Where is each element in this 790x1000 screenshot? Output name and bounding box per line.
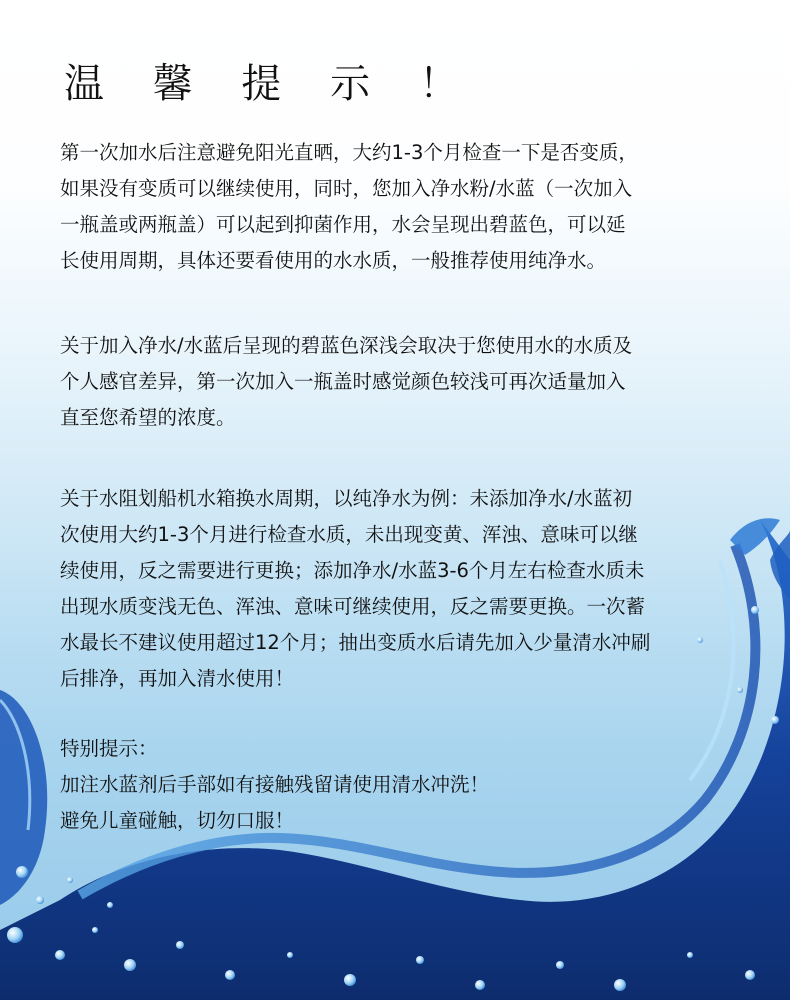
paragraph-special-notice: 特别提示： 加注水蓝剂后手部如有接触残留请使用清水冲洗！ 避免儿童碰触，切勿口服！: [60, 737, 490, 832]
paragraph-water-change-cycle: 关于水阻划船机水箱换水周期，以纯净水为例：未添加净水/水蓝初 次使用大约1-3个月进行检查水质，未出现变黄、浑浊、意味可以继 续使用，反之需要进行更换；添加净水/水蓝3-6个月左右检查水质未 出现水质变浅无色、浑浊、意味可继续使用，反之需要更换。一次蓄 水最长不建议使用超过12个月；抽出变质水后请先加入少量清水冲刷 后排净，再加入清水使用！: [60, 487, 651, 690]
page-title: 温 馨 提 示 ！: [64, 61, 477, 107]
paragraph-color-depth: 关于加入净水/水蓝后呈现的碧蓝色深浅会取决于您使用水的水质及 个人感官差异，第一次加入一瓶盖时感觉颜色较浅可再次适量加入 直至您希望的浓度。: [60, 334, 633, 429]
paragraph-first-fill: 第一次加水后注意避免阳光直晒，大约1-3个月检查一下是否变质， 如果没有变质可以继续使用，同时，您加入净水粉/水蓝（一次加入 一瓶盖或两瓶盖）可以起到抑菌作用，水会呈现出碧蓝色，可以延 长使用周期，具体还要看使用的水水质，一般推荐使用纯净水。: [60, 141, 638, 272]
